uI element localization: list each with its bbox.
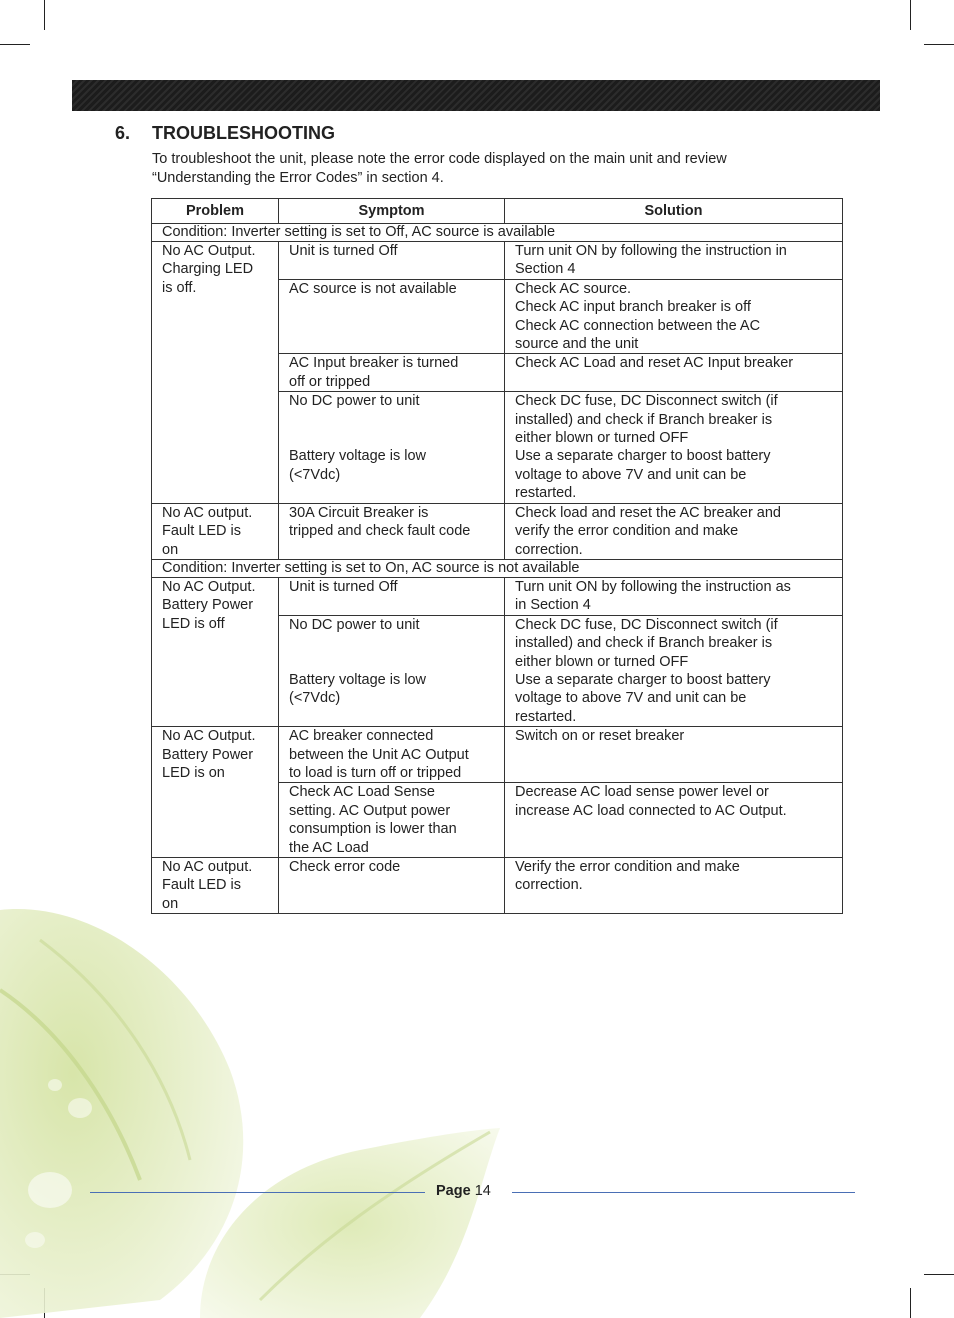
solution-cell: Check AC source. Check AC input branch breaker is off Check AC connection between the AC source and the unit (505, 279, 843, 354)
solution-cell: Check load and reset the AC breaker and verify the error condition and make correction. (505, 503, 843, 559)
symptom-cell: AC source is not available (279, 279, 505, 354)
problem-cell: No AC Output. Battery Power LED is on (152, 727, 279, 858)
symptom-cell: Check error code (279, 858, 505, 914)
symptom-cell: Check AC Load Sense setting. AC Output power consumption is lower than the AC Load (279, 783, 505, 858)
header-solution: Solution (505, 199, 843, 224)
symptom-cell: No DC power to unit Battery voltage is low (<7Vdc) (279, 615, 505, 726)
crop-mark (924, 44, 954, 45)
symptom-cell: Unit is turned Off (279, 577, 505, 615)
leaf-decoration (0, 880, 560, 1318)
header-symptom: Symptom (279, 199, 505, 224)
crop-mark (910, 1288, 911, 1318)
solution-cell: Decrease AC load sense power level or increase AC load connected to AC Output. (505, 783, 843, 858)
solution-cell: Switch on or reset breaker (505, 727, 843, 783)
solution-cell: Check AC Load and reset AC Input breaker (505, 354, 843, 392)
problem-cell: No AC Output. Battery Power LED is off (152, 577, 279, 726)
problem-cell: No AC output. Fault LED is on (152, 858, 279, 914)
condition-text: Condition: Inverter setting is set to Off, AC source is available (152, 224, 843, 242)
table-row (152, 727, 843, 783)
solution-cell: Check DC fuse, DC Disconnect switch (if installed) and check if Branch breaker is either blown or turned OFF Use a separate charger to boost battery voltage to above 7V and unit can be restarted. (505, 615, 843, 726)
symptom-cell: No DC power to unit Battery voltage is low (<7Vdc) (279, 392, 505, 503)
intro-paragraph: To troubleshoot the unit, please note the error code displayed on the main unit and review “Understanding the Error Codes” in section 4. (152, 151, 727, 186)
crop-mark (924, 1274, 954, 1275)
footer-rule-right (512, 1192, 855, 1193)
solution-cell: Verify the error condition and make correction. (505, 858, 843, 914)
symptom-cell: Unit is turned Off (279, 242, 505, 280)
symptom-cell: AC Input breaker is turned off or tripped (279, 354, 505, 392)
section-number: 6. (115, 123, 131, 143)
solution-cell: Turn unit ON by following the instruction in Section 4 (505, 242, 843, 280)
table-row (152, 858, 843, 914)
condition-text: Condition: Inverter setting is set to On, AC source is not available (152, 559, 843, 577)
condition-row (152, 559, 843, 577)
problem-cell: No AC Output. Charging LED is off. (152, 242, 279, 504)
symptom-cell: 30A Circuit Breaker is tripped and check fault code (279, 503, 505, 559)
symptom-cell: AC breaker connected between the Unit AC Output to load is turn off or tripped (279, 727, 505, 783)
page-label: Page (436, 1183, 471, 1199)
page-number (436, 1183, 491, 1199)
condition-row (152, 224, 843, 242)
section-heading: TROUBLESHOOTING (152, 123, 335, 143)
header-bar (72, 80, 880, 111)
solution-cell: Check DC fuse, DC Disconnect switch (if installed) and check if Branch breaker is either blown or turned OFF Use a separate charger to boost battery voltage to above 7V and unit can be restarted. (505, 392, 843, 503)
page-number-value: 14 (474, 1183, 491, 1199)
table-row (152, 503, 843, 559)
troubleshooting-table (151, 198, 843, 914)
table-header-row (152, 199, 843, 224)
crop-mark (910, 0, 911, 30)
solution-cell: Turn unit ON by following the instruction as in Section 4 (505, 577, 843, 615)
crop-mark (44, 0, 45, 30)
table-row (152, 242, 843, 280)
header-problem: Problem (152, 199, 279, 224)
table-row (152, 577, 843, 615)
problem-cell: No AC output. Fault LED is on (152, 503, 279, 559)
crop-mark (0, 44, 30, 45)
footer-rule-left (90, 1192, 425, 1193)
section-title (115, 123, 335, 144)
